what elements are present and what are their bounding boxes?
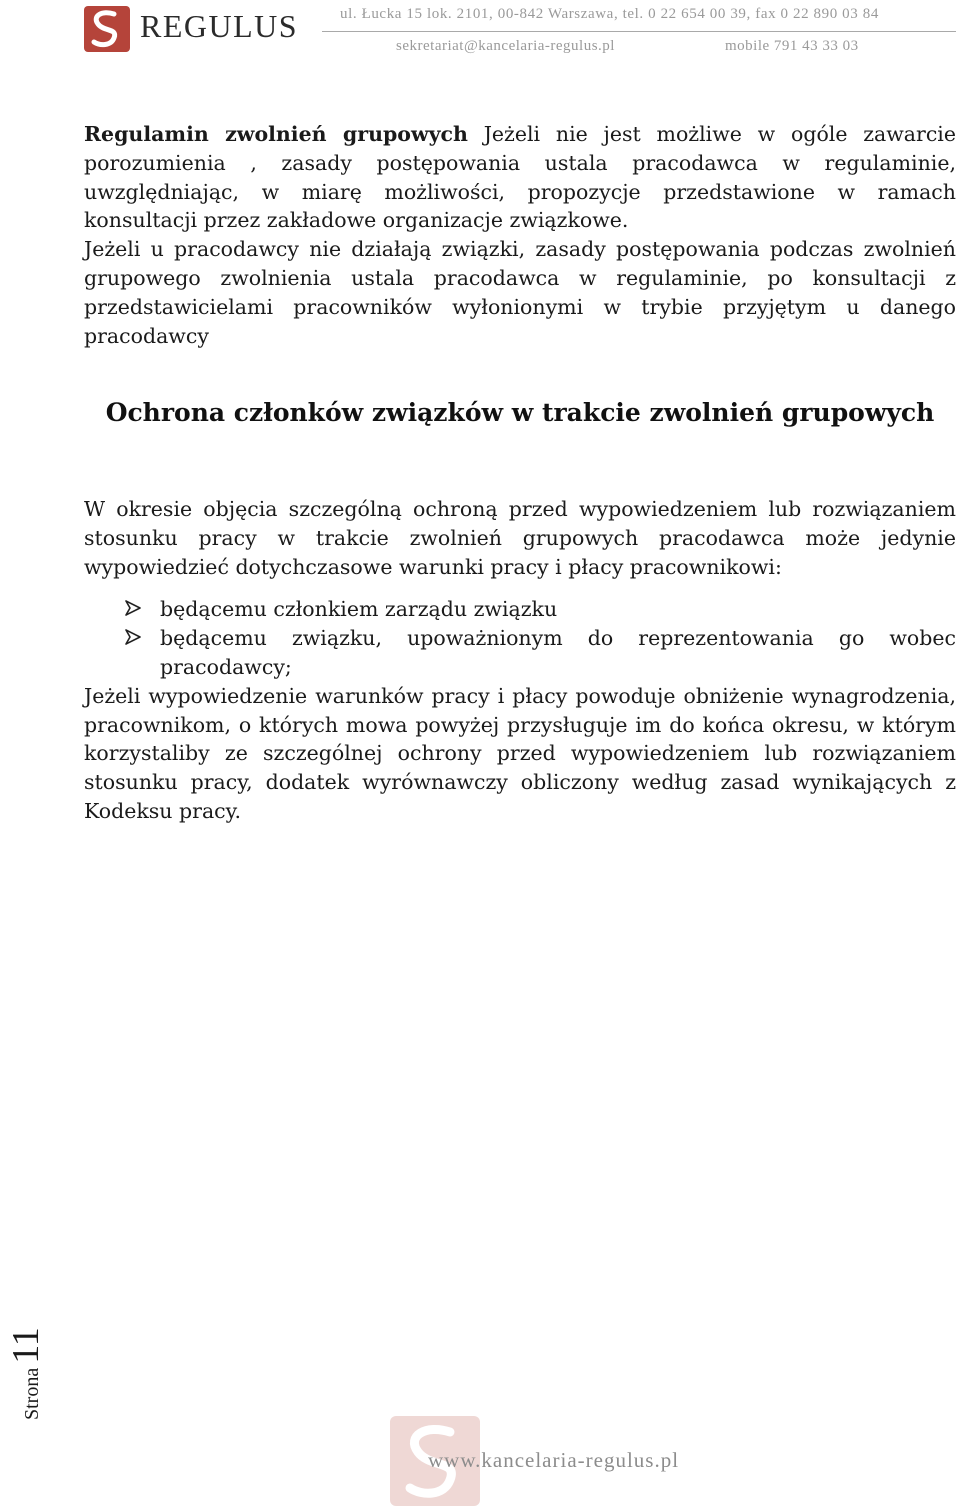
footer-url: www.kancelaria-regulus.pl xyxy=(428,1448,680,1472)
paragraph-intro: W okresie objęcia szczególną ochroną przed wypowiedzeniem lub rozwiązaniem stosunku pracy w trakcie zwolnień grupowych pracodawca może jedynie wypowiedzieć dotychczasowe warunki pracy i płacy pracownikowi: xyxy=(84,497,956,579)
paragraph-no-unions: Jeżeli u pracodawcy nie działają związki, zasady postępowania podczas zwolnień grupowego zwolnienia ustala pracodawca w regulaminie, po konsultacji z przedstawicielami pracowników wyłonionymi w trybie przyjętym u danego pracodawcy xyxy=(84,237,956,348)
list-item-text: będącemu związku, upoważnionym do reprezentowania go wobec pracodawcy; xyxy=(160,626,956,679)
header-mobile: mobile 791 43 33 03 xyxy=(725,38,859,54)
section-ochrona xyxy=(84,495,956,826)
section-heading: Ochrona członków związków w trakcie zwolnień grupowych xyxy=(105,398,935,427)
header-divider xyxy=(322,31,956,32)
paragraph-lead-text: Jeżeli nie jest możliwe w ogóle zawarcie porozumienia , zasady postępowania ustala pracodawca w regulaminie, uwzględniając, w miarę możliwości, propozycje przedstawione w ramach konsultacji przez zakładowe organizacje związkowe. xyxy=(84,122,956,233)
page-number-label: Strona xyxy=(21,1367,43,1420)
page-number xyxy=(4,1300,47,1420)
arrow-bullet-icon xyxy=(124,599,142,617)
list-item-text: będącemu członkiem zarządu związku xyxy=(160,597,558,622)
section-regulamin xyxy=(84,120,956,350)
header-email: sekretariat@kancelaria-regulus.pl xyxy=(396,38,615,54)
list-item xyxy=(84,624,956,682)
logo-text: REGULUS xyxy=(140,8,299,44)
paragraph-lead-heading: Regulamin zwolnień grupowych xyxy=(84,122,468,146)
bullet-list xyxy=(84,595,956,681)
paragraph-closing: Jeżeli wypowiedzenie warunków pracy i płacy powoduje obniżenie wynagrodzenia, pracownikom, o których mowa powyżej przysługuje im do końca okresu, w którym korzystaliby ze szczególnej ochrony przed wypowiedzeniem lub rozwiązaniem stosunku pracy, dodatek wyrównawczy obliczony według zasad wynikających z Kodeksu pracy. xyxy=(84,683,956,823)
arrow-bullet-icon xyxy=(124,628,142,646)
page-number-value: 11 xyxy=(5,1327,47,1364)
header-address: ul. Łucka 15 lok. 2101, 00-842 Warszawa, tel. 0 22 654 00 39, fax 0 22 890 03 84 xyxy=(340,6,879,22)
paragraph-regulamin xyxy=(84,120,956,235)
regulus-logo-icon xyxy=(84,6,130,52)
list-item xyxy=(84,595,956,624)
